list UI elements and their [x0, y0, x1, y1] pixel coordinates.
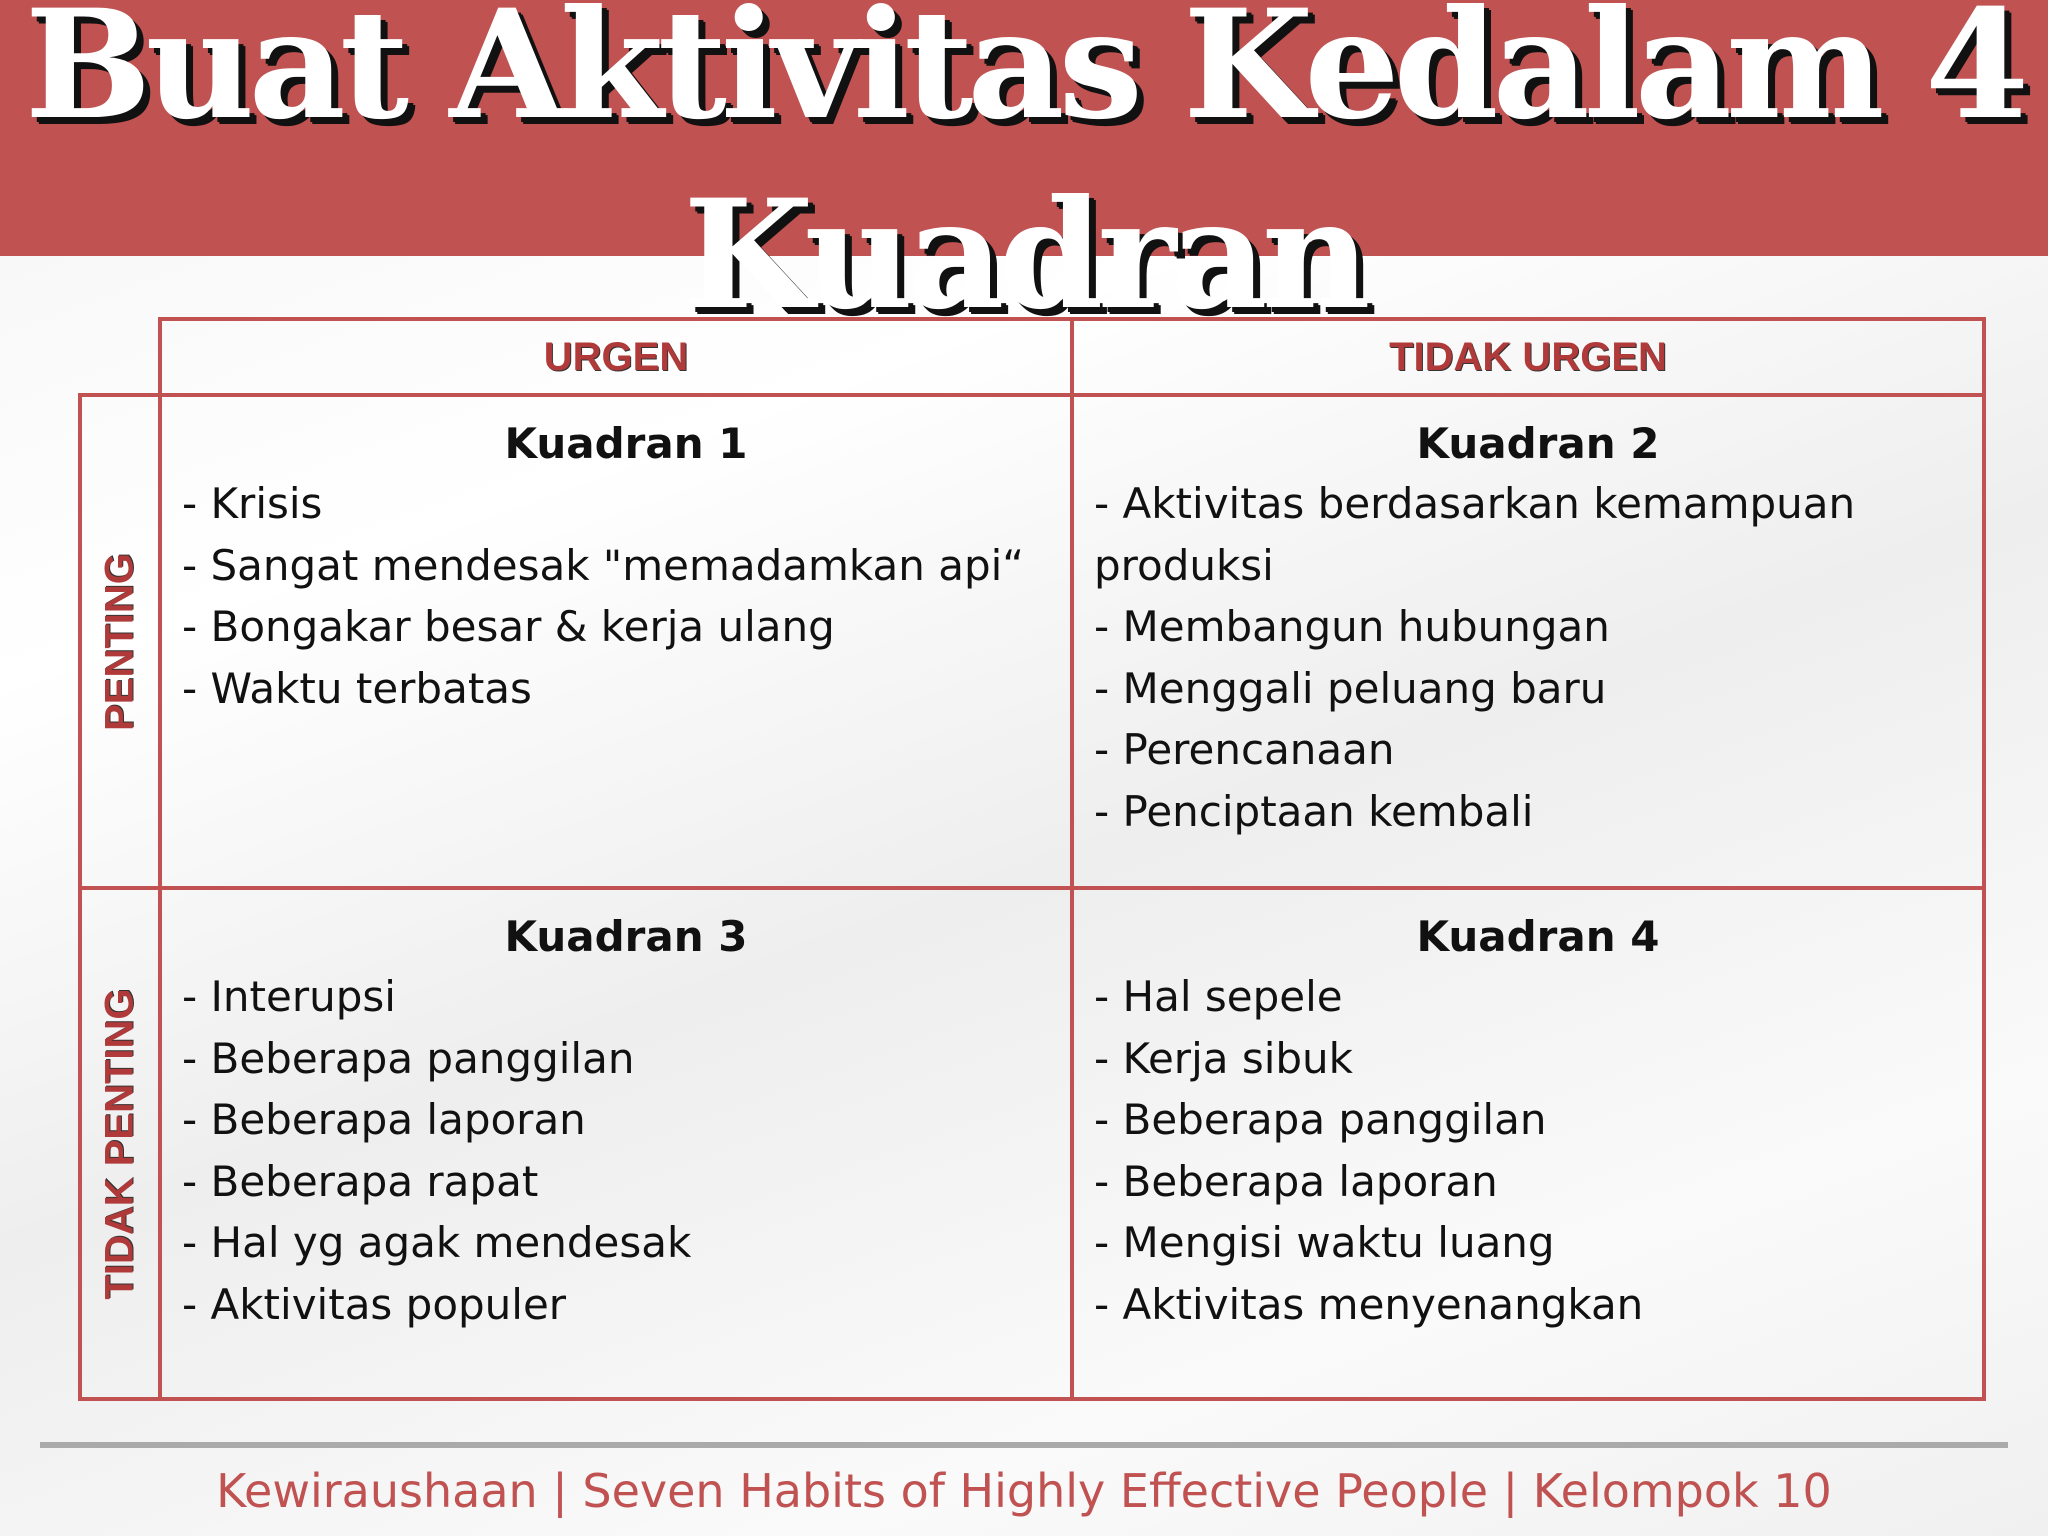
page-title	[0, 0, 2048, 350]
quadrant-2	[1072, 395, 1984, 888]
list-item: - Aktivitas berdasarkan kemampuan produksi	[1094, 479, 1856, 590]
title-line-1: Buat Aktivitas Kedalam 4	[24, 0, 2024, 153]
quadrant-1	[160, 395, 1072, 888]
quadrant-list	[1094, 966, 1982, 1335]
list-item: - Aktivitas populer	[182, 1279, 567, 1329]
list-item: - Aktivitas menyenangkan	[1094, 1279, 1644, 1329]
quadrant-3	[160, 888, 1072, 1399]
list-item: - Interupsi	[182, 972, 396, 1021]
list-item: - Beberapa laporan	[182, 1095, 586, 1144]
matrix-row-not-important	[80, 888, 1984, 1399]
list-item: - Hal sepele	[1094, 972, 1343, 1021]
quadrant-title: Kuadran 1	[504, 419, 748, 468]
row-header-important	[80, 395, 160, 888]
list-item: - Waktu terbatas	[182, 663, 532, 713]
quadrant-list	[182, 473, 1070, 719]
list-item: - Krisis	[182, 479, 323, 528]
quadrant-title: Kuadran 2	[1416, 419, 1660, 468]
list-item: - Beberapa panggilan	[1094, 1095, 1547, 1144]
column-header-not-urgent: TIDAK URGEN	[1072, 319, 1984, 395]
matrix-row-important	[80, 395, 1984, 888]
row-label-not-important: TIDAK PENTING	[97, 987, 142, 1300]
list-item: - Hal yg agak mendesak	[182, 1218, 692, 1267]
quadrant-matrix	[78, 317, 1986, 1401]
list-item: - Perencanaan	[1094, 725, 1395, 774]
column-header-urgent: URGEN	[160, 319, 1072, 395]
list-item: - Beberapa laporan	[1094, 1156, 1498, 1206]
list-item: - Bongakar besar & kerja ulang	[182, 602, 835, 651]
row-header-not-important	[80, 888, 160, 1399]
quadrant-4	[1072, 888, 1984, 1399]
quadrant-list	[182, 966, 1070, 1335]
list-item: - Penciptaan kembali	[1094, 786, 1534, 836]
list-item: - Membangun hubungan	[1094, 602, 1610, 651]
footer-text: Kewiraushaan | Seven Habits of Highly Effective People | Kelompok 10	[216, 1464, 1832, 1518]
quadrant-title: Kuadran 3	[504, 912, 748, 961]
quadrant-list	[1094, 473, 1982, 842]
list-item: - Menggali peluang baru	[1094, 663, 1607, 713]
list-item: - Beberapa rapat	[182, 1156, 539, 1206]
list-item: - Beberapa panggilan	[182, 1033, 635, 1083]
list-item: - Sangat mendesak "memadamkan api“	[182, 540, 1025, 590]
list-item: - Kerja sibuk	[1094, 1033, 1353, 1083]
title-line-2: Kuadran	[683, 167, 1365, 343]
footer-divider	[40, 1442, 2008, 1448]
matrix-corner	[80, 319, 160, 395]
column-header-row	[80, 319, 1984, 395]
row-label-important: PENTING	[97, 552, 142, 731]
quadrant-title: Kuadran 4	[1416, 912, 1660, 961]
list-item: - Mengisi waktu luang	[1094, 1218, 1555, 1267]
